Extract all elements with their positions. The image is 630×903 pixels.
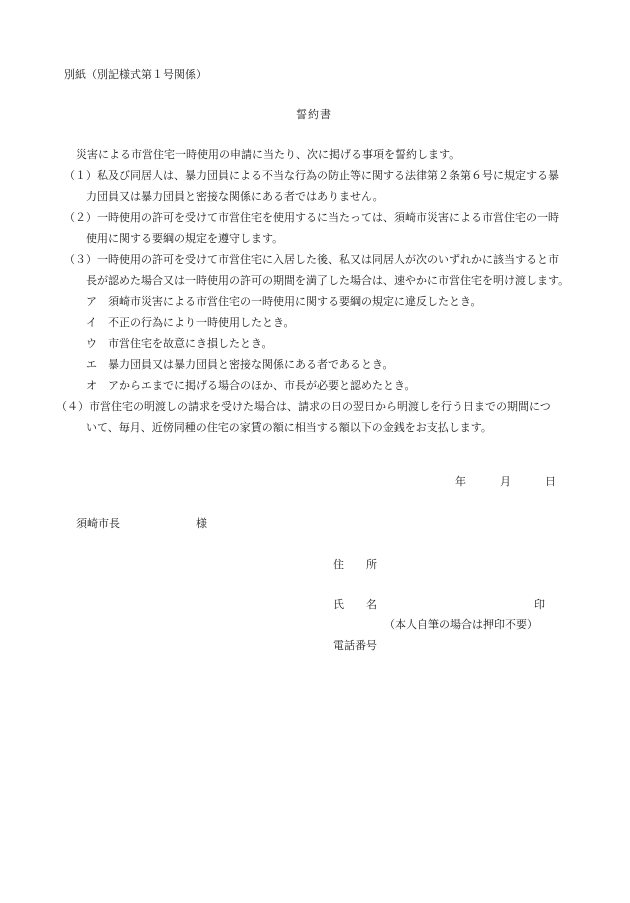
date-year-label: 年 <box>455 475 466 488</box>
item-4-line-1: （４）市営住宅の明渡しの請求を受けた場合は、請求の日の翌日から明渡しを行う日までの期間につ <box>56 400 551 413</box>
date-month-label: 月 <box>500 475 511 488</box>
item-3-line-2: 長が認めた場合又は一時使用の許可の期間を満了した場合は、速やかに市営住宅を明け渡します。 <box>86 274 570 287</box>
item-4-line-2: いて、毎月、近傍同種の住宅の家賃の額に相当する額以下の金銭をお支払します。 <box>86 421 492 434</box>
seal-note: （本人自筆の場合は押印不要） <box>384 618 538 631</box>
date-day-label: 日 <box>545 475 556 488</box>
item-1-line-1: （１）私及び同居人は、暴力団員による不当な行為の防止等に関する法律第２条第６号に規定する暴 <box>64 169 559 182</box>
item-3-line-1: （３）一時使用の許可を受けて市営住宅に入居した後、私又は同居人が次のいずれかに該当すると市 <box>64 253 559 266</box>
subitem-a: ア 須崎市災害による市営住宅の一時使用に関する要綱の規定に違反したとき。 <box>86 295 482 308</box>
form-header: 別紙（別記様式第１号関係） <box>64 68 207 81</box>
subitem-u: ウ 市営住宅を故意にき損したとき。 <box>86 337 273 350</box>
item-2-line-1: （２）一時使用の許可を受けて市営住宅を使用するに当たっては、須崎市災害による市営住宅の一時 <box>64 211 559 224</box>
document-title: 誓約書 <box>296 108 332 121</box>
name-label: 氏 名 <box>333 598 377 611</box>
item-1-line-2: 力団員又は暴力団員と密接な関係にある者ではありません。 <box>86 190 384 203</box>
subitem-e: エ 暴力団員又は暴力団員と密接な関係にある者であるとき。 <box>86 358 394 371</box>
seal-mark: 印 <box>534 598 545 611</box>
intro-text: 災害による市営住宅一時使用の申請に当たり、次に掲げる事項を誓約します。 <box>76 148 461 161</box>
phone-label: 電話番号 <box>333 639 377 652</box>
address-label: 住 所 <box>333 558 377 571</box>
honorific: 様 <box>196 517 207 530</box>
addressee: 須崎市長 <box>76 517 120 530</box>
item-2-line-2: 使用に関する要綱の規定を遵守します。 <box>86 232 284 245</box>
subitem-o: オ アからエまでに掲げる場合のほか、市長が必要と認めたとき。 <box>86 379 416 392</box>
subitem-i: イ 不正の行為により一時使用したとき。 <box>86 316 295 329</box>
